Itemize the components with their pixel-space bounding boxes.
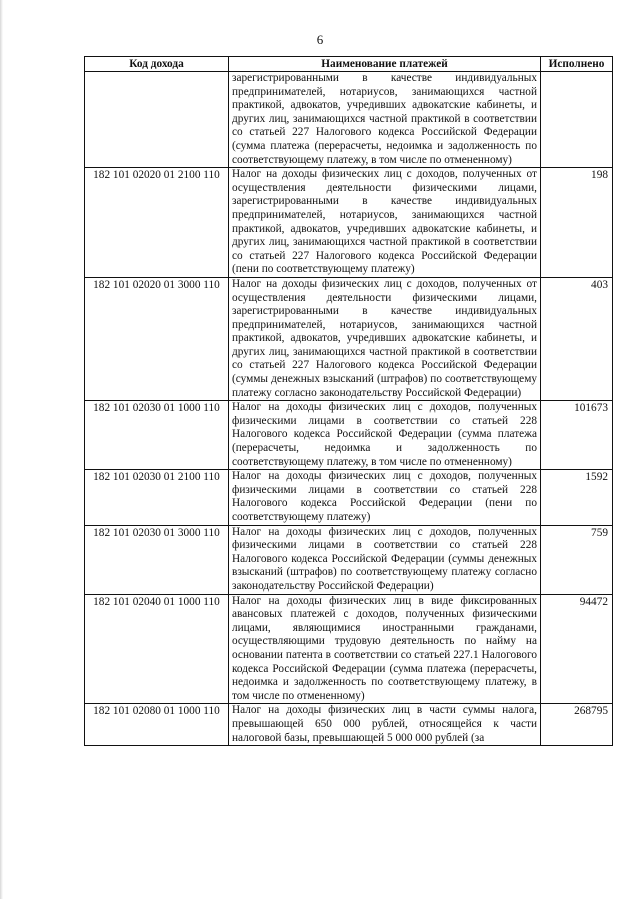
row-name: Налог на доходы физических лиц с доходов, полученных физическими лицами в соответствии со статьей 228 Налогового кодекса Российской Федерации (суммы денежных взысканий (штрафов) по соответствующему платежу согласно законодательству Российской Федерации): [229, 525, 541, 594]
revenue-table: [84, 56, 613, 746]
row-amount: 1592: [541, 470, 613, 525]
row-code: 182 101 02020 01 2100 110: [85, 168, 229, 278]
table-header-row: [85, 57, 613, 72]
row-amount: 403: [541, 277, 613, 400]
row-amount: 101673: [541, 401, 613, 470]
row-name: зарегистрированными в качестве индивидуальных предпринимателей, нотариусов, занимающихся частной практикой, адвокатов, учредивших адвокатские кабинеты, и других лиц, занимающихся частной практикой в соответствии со статьей 227 Налогового кодекса Российской Федерации (сумма платежа (перерасчеты, недоимка и задолженность по соответствующему платежу, в том числе по отмененному): [229, 72, 541, 168]
scan-edge-shadow: [0, 0, 3, 899]
row-name: Налог на доходы физических лиц с доходов, полученных от осуществления деятельности физическими лицами, зарегистрированными в качестве индивидуальных предпринимателей, нотариусов, занимающихся частной практикой, адвокатов, учредивших адвокатские кабинеты, и других лиц, занимающихся частной практикой в соответствии со статьей 227 Налогового кодекса Российской Федерации (пени по соответствующему платежу): [229, 168, 541, 278]
row-code: 182 101 02080 01 1000 110: [85, 704, 229, 746]
row-name: Налог на доходы физических лиц с доходов, полученных от осуществления деятельности физическими лицами, зарегистрированными в качестве индивидуальных предпринимателей, нотариусов, занимающихся частной практикой, адвокатов, учредивших адвокатские кабинеты, и других лиц, занимающихся частной практикой в соответствии со статьей 227 Налогового кодекса Российской Федерации (суммы денежных взысканий (штрафов) по соответствующему платежу согласно законодательству Российской Федерации): [229, 277, 541, 400]
row-name: Налог на доходы физических лиц с доходов, полученных физическими лицами в соответствии со статьей 228 Налогового кодекса Российской Федерации (сумма платежа (перерасчеты, недоимка и задолженность по соответствующему платежу, в том числе по отмененному): [229, 401, 541, 470]
row-code: [85, 72, 229, 168]
header-code: Код дохода: [85, 57, 229, 72]
row-code: 182 101 02020 01 3000 110: [85, 277, 229, 400]
table-row: [85, 525, 613, 594]
row-amount: 94472: [541, 594, 613, 704]
header-name: Наименование платежей: [229, 57, 541, 72]
row-name: Налог на доходы физических лиц в виде фиксированных авансовых платежей с доходов, полученных физическими лицами, являющимися иностранными гражданами, осуществляющими трудовую деятельность по найму на основании патента в соответствии со статьей 227.1 Налогового кодекса Российской Федерации (сумма платежа (перерасчеты, недоимка и задолженность по соответствующему платежу, в том числе по отмененному): [229, 594, 541, 704]
table-row: [85, 470, 613, 525]
row-amount: 268795: [541, 704, 613, 746]
table-row: [85, 401, 613, 470]
table-row: [85, 72, 613, 168]
row-code: 182 101 02040 01 1000 110: [85, 594, 229, 704]
header-amount: Исполнено: [541, 57, 613, 72]
table-row: [85, 594, 613, 704]
row-name: Налог на доходы физических лиц в части суммы налога, превышающей 650 000 рублей, относящейся к части налоговой базы, превышающей 5 000 000 рублей (за: [229, 704, 541, 746]
row-amount: 198: [541, 168, 613, 278]
page-number: 6: [316, 32, 324, 47]
table-row: [85, 168, 613, 278]
row-amount: [541, 72, 613, 168]
table-row: [85, 704, 613, 746]
row-amount: 759: [541, 525, 613, 594]
table-row: [85, 277, 613, 400]
row-name: Налог на доходы физических лиц с доходов, полученных физическими лицами в соответствии со статьей 228 Налогового кодекса Российской Федерации (пени по соответствующему платежу): [229, 470, 541, 525]
row-code: 182 101 02030 01 3000 110: [85, 525, 229, 594]
row-code: 182 101 02030 01 2100 110: [85, 470, 229, 525]
row-code: 182 101 02030 01 1000 110: [85, 401, 229, 470]
